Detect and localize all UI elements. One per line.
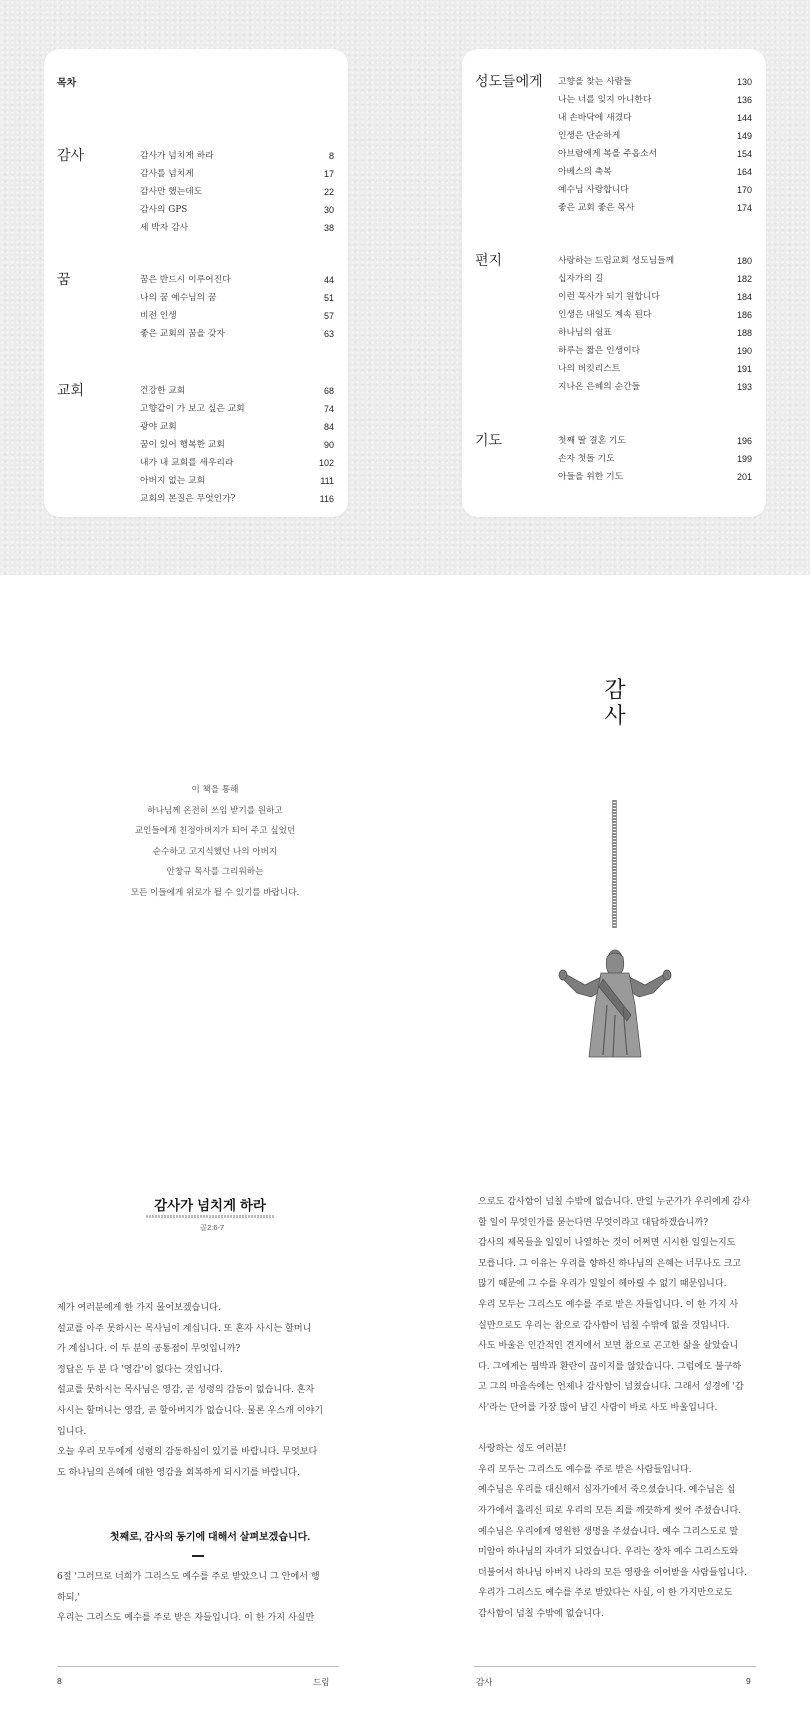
toc-entry[interactable] xyxy=(140,382,334,400)
toc-entry[interactable] xyxy=(140,400,334,418)
toc-entry-page: 149 xyxy=(736,131,752,141)
toc-entry-page: 184 xyxy=(736,292,752,302)
toc-entry-page: 74 xyxy=(323,404,334,414)
toc-entry[interactable] xyxy=(558,252,752,270)
toc-entry[interactable] xyxy=(558,360,752,378)
toc-entry[interactable] xyxy=(140,307,334,325)
chapter-title xyxy=(590,678,640,730)
scripture-reference: 골2:6-7 xyxy=(199,1223,225,1232)
toc-entry[interactable] xyxy=(140,472,334,490)
toc-entry-page: 84 xyxy=(323,422,334,432)
dedication-line: 모든 이들에게 위로가 될 수 있기를 바랍니다. xyxy=(130,887,300,898)
toc-entry-title: 교회의 본질은 무엇인가? xyxy=(140,494,236,504)
toc-section-title: 교회 xyxy=(57,382,85,398)
toc-section-title: 성도들에게 xyxy=(475,73,543,89)
chapter-title-char: 사 xyxy=(604,704,626,729)
toc-entry-page: 199 xyxy=(736,454,752,464)
body-text-line: 고 그의 마음속에는 언제나 감사함이 넘쳤습니다. 그래서 성경에 '감 xyxy=(478,1382,744,1393)
footer-rule-left xyxy=(57,1666,339,1667)
body-text-line: 모릅니다. 그 이유는 우리를 향하신 하나님의 은혜는 너무나도 크고 xyxy=(478,1258,742,1269)
body-text-line: 우리는 그리스도 예수를 주로 받은 자들입니다. 이 한 가지 사실만 xyxy=(57,1613,315,1624)
toc-entry[interactable] xyxy=(558,342,752,360)
body-text-line: 예수님은 우리에게 영원한 생명을 주셨습니다. 예수 그리스도로 말 xyxy=(478,1526,739,1537)
toc-entry-page: 136 xyxy=(736,95,752,105)
body-text-line: 정답은 두 분 다 '영감'이 없다는 것입니다. xyxy=(57,1364,223,1375)
toc-entry[interactable] xyxy=(558,145,752,163)
toc-entry-page: 154 xyxy=(736,149,752,159)
decorative-vertical-line xyxy=(612,800,617,928)
toc-entry-page: 68 xyxy=(323,386,334,396)
footer-page-number-right: 9 xyxy=(746,1676,751,1686)
toc-entry[interactable] xyxy=(558,109,752,127)
body-text-line: 사'라는 단어를 가장 많이 남긴 사람이 바로 사도 바울입니다. xyxy=(478,1402,718,1413)
toc-entry[interactable] xyxy=(558,468,752,486)
toc-entry-page: 186 xyxy=(736,310,752,320)
toc-entry[interactable] xyxy=(558,450,752,468)
toc-entry-page: 174 xyxy=(736,203,752,213)
toc-entry[interactable] xyxy=(558,91,752,109)
toc-entry-title: 감사의 GPS xyxy=(140,205,188,215)
toc-entry[interactable] xyxy=(558,324,752,342)
toc-entry[interactable] xyxy=(558,127,752,145)
jesus-figure-icon xyxy=(555,945,675,1060)
toc-spread xyxy=(0,0,810,575)
toc-entry[interactable] xyxy=(140,289,334,307)
dedication-text xyxy=(100,780,330,903)
section-subheading: 첫째로, 감사의 동기에 대해서 살펴보겠습니다. xyxy=(109,1532,311,1543)
body-text-line: 사랑하는 성도 여러분! xyxy=(478,1444,567,1455)
toc-entry-page: 190 xyxy=(736,346,752,356)
toc-entry-title: 아베스의 축복 xyxy=(558,167,612,177)
footer-label-left: 드림 xyxy=(313,1677,330,1687)
body-text-line: 설교를 못하시는 목사님은 영감, 곧 성령의 감동이 없습니다. 혼자 xyxy=(57,1385,315,1396)
toc-entry-title: 건강한 교회 xyxy=(140,386,186,396)
toc-section-title: 감사 xyxy=(57,147,85,163)
toc-entry-title: 아들을 위한 기도 xyxy=(558,472,624,482)
toc-entry-page: 164 xyxy=(736,167,752,177)
body-text-line: 자가에서 흘리신 피로 우리의 모든 죄를 깨끗하게 씻어 주셨습니다. xyxy=(478,1505,742,1516)
toc-entry-page: 38 xyxy=(323,223,334,233)
body-text-line: 가 계십니다. 이 두 분의 공통점이 무엇입니까? xyxy=(57,1344,241,1355)
toc-entry[interactable] xyxy=(558,378,752,396)
toc-entry-title: 사랑하는 드림교회 성도님들께 xyxy=(558,256,675,266)
body-paragraph-left-continued xyxy=(57,1567,335,1629)
toc-entry-page: 51 xyxy=(323,293,334,303)
body-text-line: 더불어서 하나님 아버지 나라의 모든 영광을 이어받을 사람들입니다. xyxy=(478,1567,748,1578)
toc-section-title: 꿈 xyxy=(57,271,71,287)
toc-entry[interactable] xyxy=(140,271,334,289)
toc-entry-page: 182 xyxy=(736,274,752,284)
toc-entry[interactable] xyxy=(140,201,334,219)
footer-page-number-left: 8 xyxy=(57,1676,62,1686)
toc-entry-page: 196 xyxy=(736,436,752,446)
toc-entry-title: 세 박자 감사 xyxy=(140,223,189,233)
body-text-line: 미암아 하나님의 자녀가 되었습니다. 우리는 장차 예수 그리스도와 xyxy=(478,1547,739,1558)
toc-entry-title: 감사만 했는데도 xyxy=(140,187,203,197)
sermon-title: 감사가 넘치게 하라 xyxy=(154,1198,266,1213)
toc-entry-page: 57 xyxy=(323,311,334,321)
body-text-line: 하되,' xyxy=(57,1592,80,1603)
toc-entry-title: 나의 버킷리스트 xyxy=(558,364,621,374)
footer-rule-right xyxy=(474,1666,756,1667)
body-paragraph-right xyxy=(478,1192,752,1624)
toc-entry[interactable] xyxy=(140,325,334,343)
toc-entry-title: 고향같이 가 보고 싶은 교회 xyxy=(140,404,245,414)
toc-entry-title: 이런 목사가 되기 원합니다 xyxy=(558,292,660,302)
dedication-line: 순수하고 고지식했던 나의 아버지 xyxy=(152,846,278,857)
toc-entry-title: 비전 인생 xyxy=(140,311,177,321)
toc-entry-title: 아버지 없는 교회 xyxy=(140,476,206,486)
body-text-line: 우리가 그리스도 예수를 주로 받았다는 사실, 이 한 가지만으로도 xyxy=(478,1588,733,1599)
toc-entry[interactable] xyxy=(558,163,752,181)
toc-entry[interactable] xyxy=(140,165,334,183)
toc-entry-page: 30 xyxy=(323,205,334,215)
toc-section-title: 편지 xyxy=(475,252,503,268)
toc-entry[interactable] xyxy=(140,490,334,508)
toc-entry-page: 201 xyxy=(736,472,752,482)
toc-entry-title: 나의 꿈 예수님의 꿈 xyxy=(140,293,217,303)
toc-entry-title: 감사를 넘치게 xyxy=(140,169,194,179)
toc-entry-page: 8 xyxy=(328,151,334,161)
toc-entry-page: 193 xyxy=(736,382,752,392)
toc-entry-page: 130 xyxy=(736,77,752,87)
footer-label-right: 감사 xyxy=(476,1677,493,1687)
toc-entry[interactable] xyxy=(558,73,752,91)
body-text-line: 실만으로도 우리는 참으로 감사함이 넘칠 수밖에 없을 것입니다. xyxy=(478,1320,730,1331)
toc-card-right xyxy=(462,49,766,517)
toc-entry-page: 188 xyxy=(736,328,752,338)
toc-entry-title: 하루는 짧은 인생이다 xyxy=(558,346,641,356)
toc-section-title: 기도 xyxy=(475,432,503,448)
body-text-line: 감사의 제목들을 일일이 나열하는 것이 어쩌면 시시한 일일는지도 xyxy=(478,1238,736,1249)
body-text-line: 감사함이 넘칠 수밖에 없습니다. xyxy=(478,1608,604,1619)
dedication-line: 하나님께 온전히 쓰임 받기를 원하고 xyxy=(147,805,283,816)
title-underline xyxy=(146,1215,274,1218)
toc-heading: 목차 xyxy=(57,78,77,89)
toc-entry-title: 나는 너를 잊지 아니한다 xyxy=(558,95,652,105)
toc-entry-page: 191 xyxy=(736,364,752,374)
body-text-line: 도 하나님의 은혜에 대한 영감을 회복하게 되시기를 바랍니다. xyxy=(57,1467,300,1478)
body-text-line: 많기 때문에 그 수를 우리가 일일이 헤아릴 수 없기 때문입니다. xyxy=(478,1279,727,1290)
toc-entry-title: 하나님의 쉼표 xyxy=(558,328,612,338)
toc-entry[interactable] xyxy=(140,454,334,472)
toc-entry-title: 인생은 단순하게 xyxy=(558,131,621,141)
toc-entry-title: 지나온 은혜의 순간들 xyxy=(558,382,641,392)
toc-entry-title: 꿈이 있어 행복한 교회 xyxy=(140,440,225,450)
dedication-line: 교인들에게 친정아버지가 되어 주고 싶었던 xyxy=(134,826,296,836)
toc-entry-title: 고향을 찾는 사람들 xyxy=(558,77,632,87)
toc-entry[interactable] xyxy=(140,219,334,237)
body-text-line: 제가 여러분에게 한 가지 물어보겠습니다. xyxy=(57,1303,221,1313)
body-text-line: 입니다. xyxy=(57,1426,87,1437)
toc-entry-title: 손자 첫돌 기도 xyxy=(558,454,615,464)
toc-entry-page: 144 xyxy=(736,113,752,123)
toc-entry-title: 광야 교회 xyxy=(140,422,177,432)
toc-entry-title: 첫째 딸 결혼 기도 xyxy=(558,436,626,446)
body-text-line: 할 일이 무엇인가를 묻는다면 무엇이라고 대답하겠습니까? xyxy=(478,1217,709,1228)
toc-entry[interactable] xyxy=(140,436,334,454)
toc-entry[interactable] xyxy=(558,270,752,288)
toc-entry-page: 22 xyxy=(323,187,334,197)
toc-card-left xyxy=(44,49,348,517)
toc-entry[interactable] xyxy=(558,432,752,450)
toc-entry-title: 아브람에게 복을 주옵소서 xyxy=(558,149,658,159)
toc-entry[interactable] xyxy=(558,199,752,217)
toc-entry-page: 116 xyxy=(319,494,334,504)
body-text-line: 예수님은 우리를 대신해서 십자가에서 죽으셨습니다. 예수님은 십 xyxy=(478,1485,736,1496)
body-text-line: 사도 바울은 인간적인 견지에서 보면 참으로 곤고한 삶을 살았습니 xyxy=(478,1341,739,1352)
toc-entry[interactable] xyxy=(558,181,752,199)
body-paragraph-left xyxy=(57,1298,335,1483)
toc-entry[interactable] xyxy=(558,306,752,324)
toc-entry-title: 예수님 사랑합니다 xyxy=(558,185,629,195)
dedication-line: 이 책을 통해 xyxy=(191,785,239,795)
body-text-line: 으로도 감사함이 넘칠 수밖에 없습니다. 만일 누군가가 우리에게 감사 xyxy=(478,1197,750,1207)
body-text-line: 설교를 아주 못하시는 목사님이 계십니다. 또 혼자 사시는 할머니 xyxy=(57,1323,312,1334)
body-text-line: 오늘 우리 모두에게 성령의 감동하심이 있기를 바랍니다. 무엇보다 xyxy=(57,1447,318,1458)
body-text-line: 우리 모두는 그리스도 예수를 주로 받은 사람들입니다. xyxy=(478,1464,692,1475)
chapter-title-char: 감 xyxy=(604,678,626,703)
body-text-line: 우리 모두는 그리스도 예수를 주로 받은 자들입니다. 이 한 가지 사 xyxy=(478,1299,739,1310)
toc-entry-page: 90 xyxy=(323,440,334,450)
toc-entry-title: 인생은 내일도 계속 된다 xyxy=(558,310,652,320)
toc-entry[interactable] xyxy=(140,183,334,201)
body-text-line: 6절 '그러므로 너희가 그리스도 예수를 주로 받았으니 그 안에서 행 xyxy=(57,1572,320,1582)
toc-entry-page: 170 xyxy=(736,185,752,195)
toc-entry-page: 63 xyxy=(323,329,334,339)
toc-entry-title: 꿈은 반드시 이루어진다 xyxy=(140,275,231,285)
toc-entry-title: 내 손바닥에 새겼다 xyxy=(558,113,632,123)
dedication-line: 안창규 목사를 그리워하는 xyxy=(166,867,264,877)
subheading-dash xyxy=(192,1555,204,1557)
toc-entry-title: 감사가 넘치게 하라 xyxy=(140,151,214,161)
toc-entry-page: 17 xyxy=(323,169,334,179)
toc-entry[interactable] xyxy=(140,418,334,436)
body-text-line: 사시는 할머니는 영감, 곧 할아버지가 없습니다. 물론 우스개 이야기 xyxy=(57,1405,324,1416)
toc-entry-title: 좋은 교회 좋은 목사 xyxy=(558,203,635,213)
body-text-line xyxy=(478,1419,752,1440)
toc-entry[interactable] xyxy=(140,147,334,165)
toc-entry[interactable] xyxy=(558,288,752,306)
toc-entry-title: 내가 내 교회를 세우리라 xyxy=(140,458,234,468)
toc-entry-page: 44 xyxy=(323,275,334,285)
body-text-line: 다. 그에게는 핍박과 환란이 끊이지를 않았습니다. 그럼에도 불구하 xyxy=(478,1361,742,1372)
toc-entry-page: 111 xyxy=(320,476,334,486)
toc-entry-page: 180 xyxy=(736,256,752,266)
toc-entry-page: 102 xyxy=(318,458,334,468)
toc-entry-title: 좋은 교회의 꿈을 갖자 xyxy=(140,329,225,339)
toc-entry-title: 십자가의 길 xyxy=(558,274,604,284)
